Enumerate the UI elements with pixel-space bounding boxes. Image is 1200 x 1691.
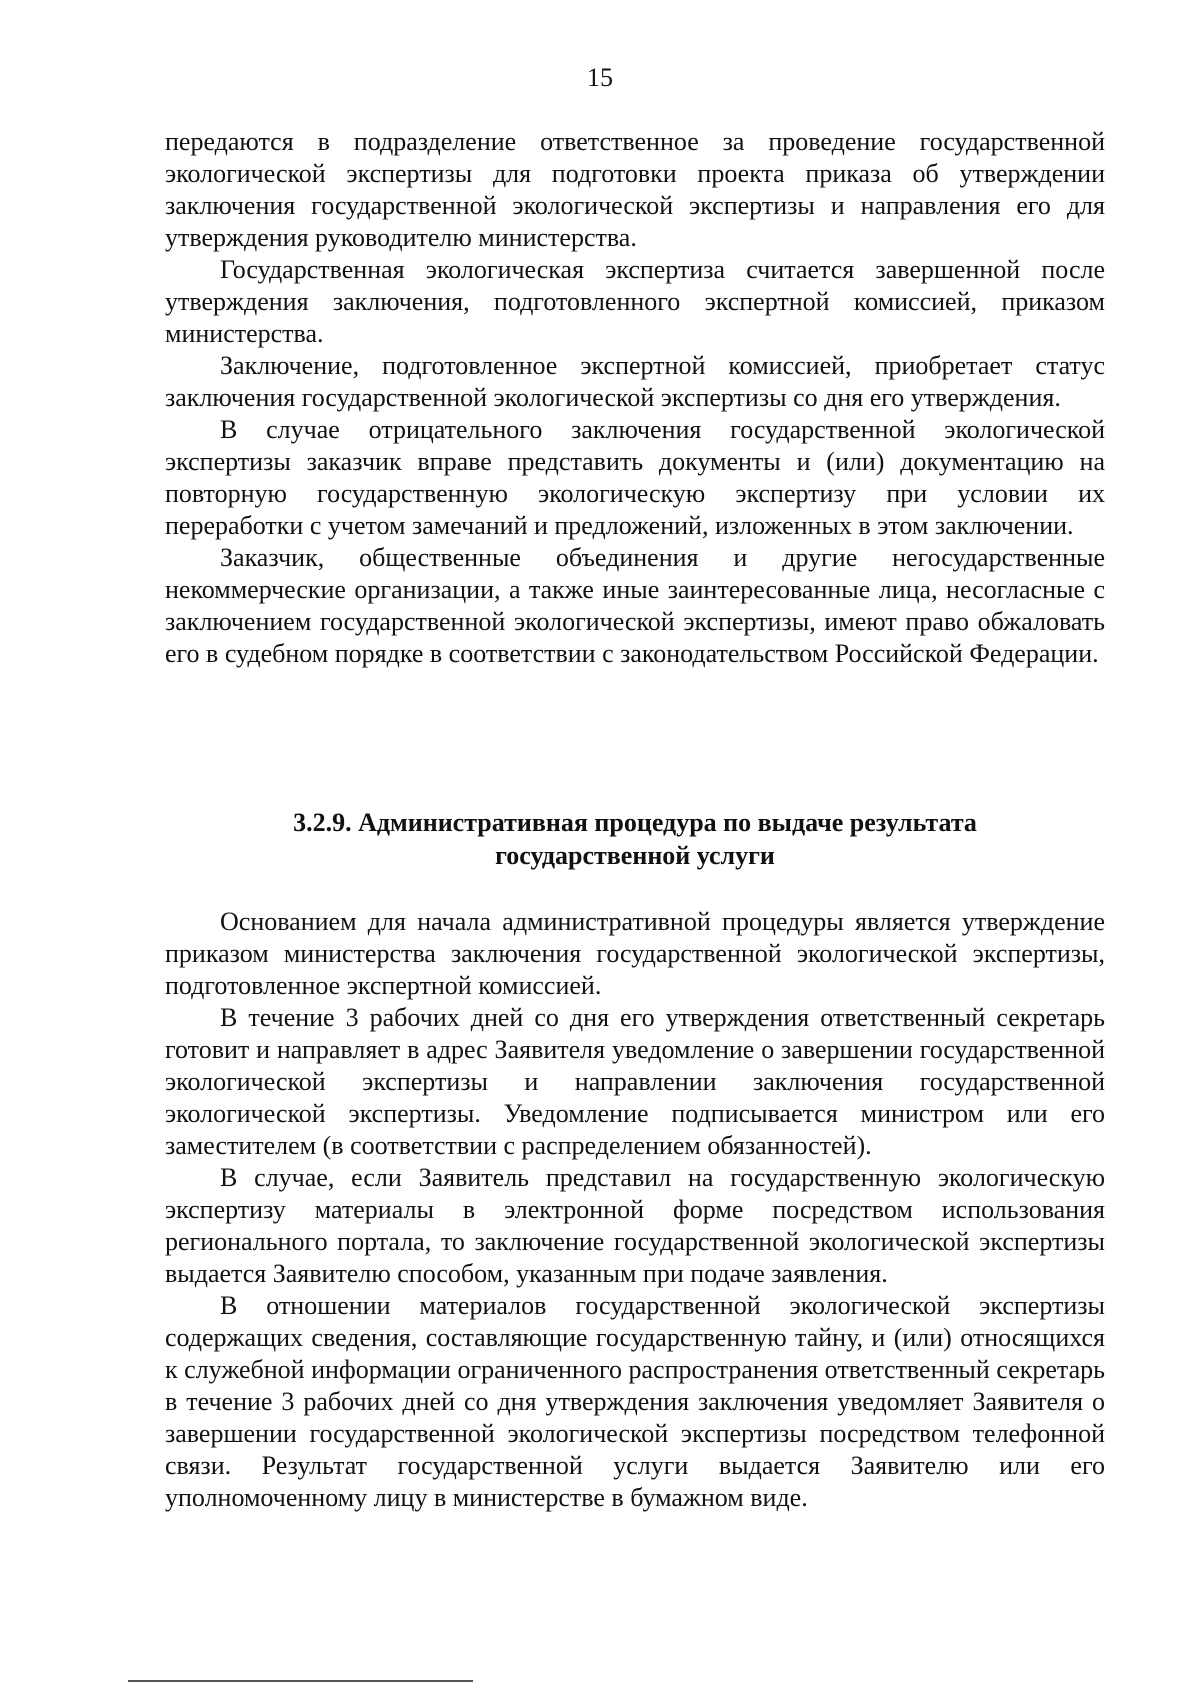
paragraph: передаются в подразделение ответственное за проведение государственной экологической экспертизы для подготовки проекта приказа об утверждении заключения государственной экологической экспертизы и направления его для утверждения руководителю министерства. bbox=[165, 127, 1105, 252]
section-heading-line: 3.2.9. Административная процедура по выдаче результата bbox=[293, 808, 977, 837]
paragraph: В отношении материалов государственной экологической экспертизы содержащих сведения, составляющие государственную тайну, и (или) относящихся к служебной информации ограниченного распространения ответственный секретарь в течение 3 рабочих дней со дня утверждения заключения уведомляет Заявителя о завершении государственной экологической экспертизы посредством телефонной связи. Результат государственной услуги выдается Заявителю или его уполномоченному лицу в министерстве в бумажном виде. bbox=[165, 1291, 1105, 1512]
footer-divider bbox=[128, 1680, 473, 1682]
section-heading-line: государственной услуги bbox=[495, 841, 775, 870]
paragraph: В течение 3 рабочих дней со дня его утверждения ответственный секретарь готовит и направляет в адрес Заявителя уведомление о завершении государственной экологической экспертизы и направлении заключения государственной экологической экспертизы. Уведомление подписывается министром или его заместителем (в соответствии с распределением обязанностей). bbox=[165, 1003, 1105, 1160]
paragraph: Заказчик, общественные объединения и другие негосударственные некоммерческие организации, а также иные заинтересованные лица, несогласные с заключением государственной экологической экспертизы, имеют право обжаловать его в судебном порядке в соответствии с законодательством Российской Федерации. bbox=[165, 543, 1105, 668]
paragraph: Заключение, подготовленное экспертной комиссией, приобретает статус заключения государственной экологической экспертизы со дня его утверждения. bbox=[165, 351, 1105, 412]
section-heading bbox=[165, 806, 1105, 872]
text-block-bottom bbox=[165, 906, 1105, 1514]
paragraph: Основанием для начала административной процедуры является утверждение приказом министерства заключения государственной экологической экспертизы, подготовленное экспертной комиссией. bbox=[165, 907, 1105, 1000]
paragraph: В случае отрицательного заключения государственной экологической экспертизы заказчик вправе представить документы и (или) документацию на повторную государственную экологическую экспертизу при условии их переработки с учетом замечаний и предложений, изложенных в этом заключении. bbox=[165, 415, 1105, 540]
paragraph: Государственная экологическая экспертиза считается завершенной после утверждения заключения, подготовленного экспертной комиссией, приказом министерства. bbox=[165, 255, 1105, 348]
paragraph: В случае, если Заявитель представил на государственную экологическую экспертизу материалы в электронной форме посредством использования регионального портала, то заключение государственной экологической экспертизы выдается Заявителю способом, указанным при подаче заявления. bbox=[165, 1163, 1105, 1288]
text-block-top bbox=[165, 126, 1105, 670]
page-number: 15 bbox=[587, 63, 613, 92]
